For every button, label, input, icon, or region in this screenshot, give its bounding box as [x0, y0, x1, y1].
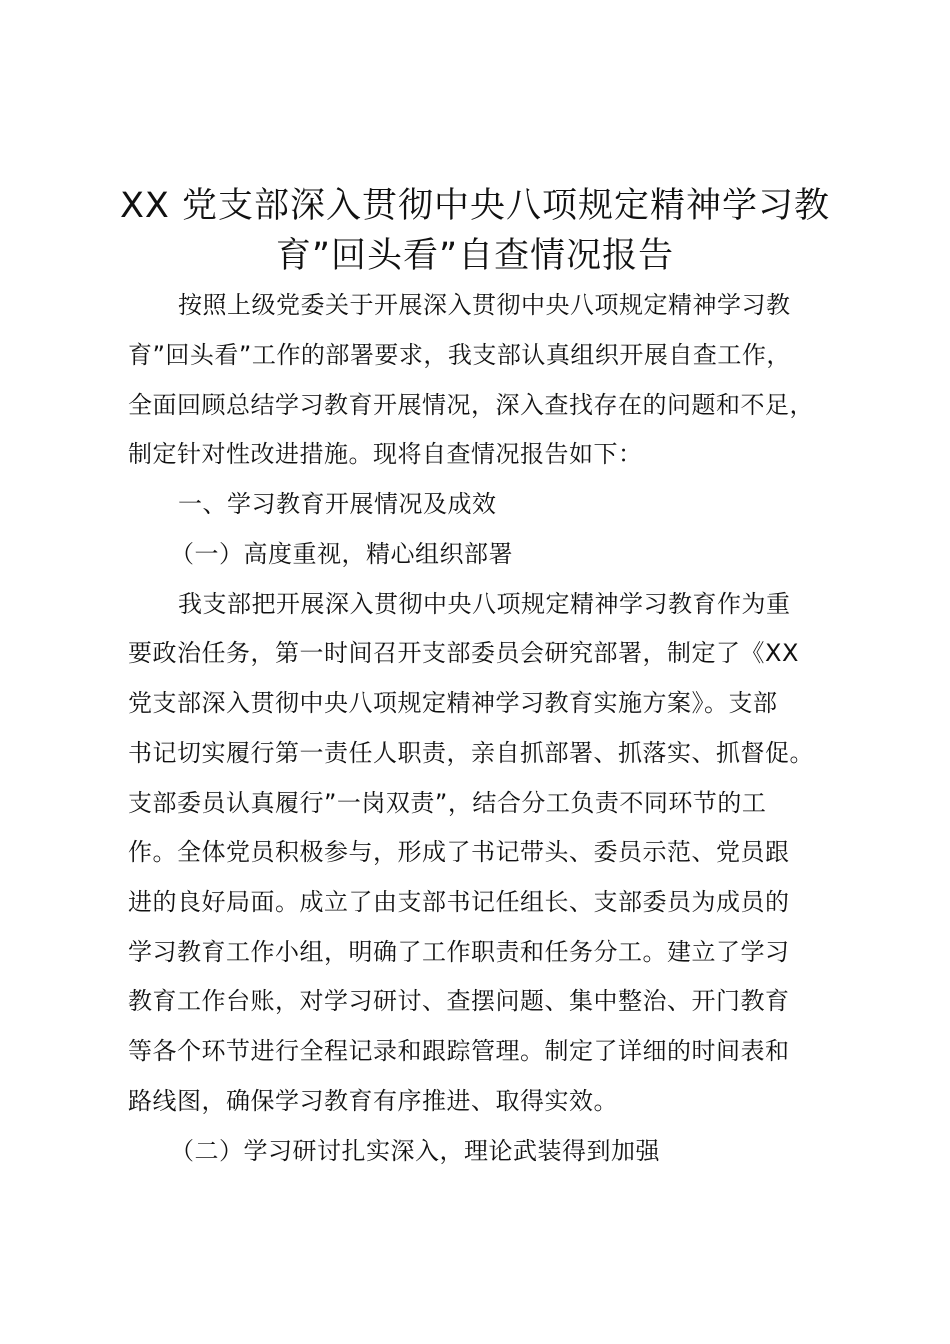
document-title-line-2: 育”回头看”自查情况报告 [275, 236, 675, 276]
document-title-line-1: XX 党支部深入贯彻中央八项规定精神学习教 [119, 186, 831, 226]
intro-line: 按照上级党委关于开展深入贯彻中央八项规定精神学习教 [178, 291, 791, 319]
paragraph-line: 等各个环节进行全程记录和跟踪管理。制定了详细的时间表和 [128, 1037, 790, 1065]
paragraph-line: 要政治任务，第一时间召开支部委员会研究部署，制定了《XX [128, 639, 799, 667]
subsection-heading: （二）学习研讨扎实深入，理论武装得到加强 [170, 1137, 660, 1165]
paragraph-line: 教育工作台账，对学习研讨、查摆问题、集中整治、开门教育 [128, 987, 790, 1015]
paragraph-line: 作。全体党员积极参与，形成了书记带头、委员示范、党员跟 [128, 838, 790, 866]
intro-line: 制定针对性改进措施。现将自查情况报告如下： [128, 440, 643, 468]
subsection-heading: （一）高度重视，精心组织部署 [170, 540, 513, 568]
paragraph-line: 书记切实履行第一责任人职责，亲自抓部署、抓落实、抓督促。 [128, 739, 814, 767]
paragraph-line: 我支部把开展深入贯彻中央八项规定精神学习教育作为重 [178, 590, 791, 618]
intro-line: 全面回顾总结学习教育开展情况，深入查找存在的问题和不足， [128, 391, 814, 419]
paragraph-line: 党支部深入贯彻中央八项规定精神学习教育实施方案》。支部 [128, 689, 778, 717]
paragraph-line: 学习教育工作小组，明确了工作职责和任务分工。建立了学习 [128, 938, 790, 966]
section-heading: 一、学习教育开展情况及成效 [178, 490, 497, 518]
paragraph-line: 支部委员认真履行”一岗双责”，结合分工负责不同环节的工 [128, 789, 767, 817]
paragraph-line: 进的良好局面。成立了由支部书记任组长、支部委员为成员的 [128, 888, 790, 916]
intro-line: 育”回头看”工作的部署要求，我支部认真组织开展自查工作， [128, 341, 791, 369]
paragraph-line: 路线图，确保学习教育有序推进、取得实效。 [128, 1087, 618, 1115]
